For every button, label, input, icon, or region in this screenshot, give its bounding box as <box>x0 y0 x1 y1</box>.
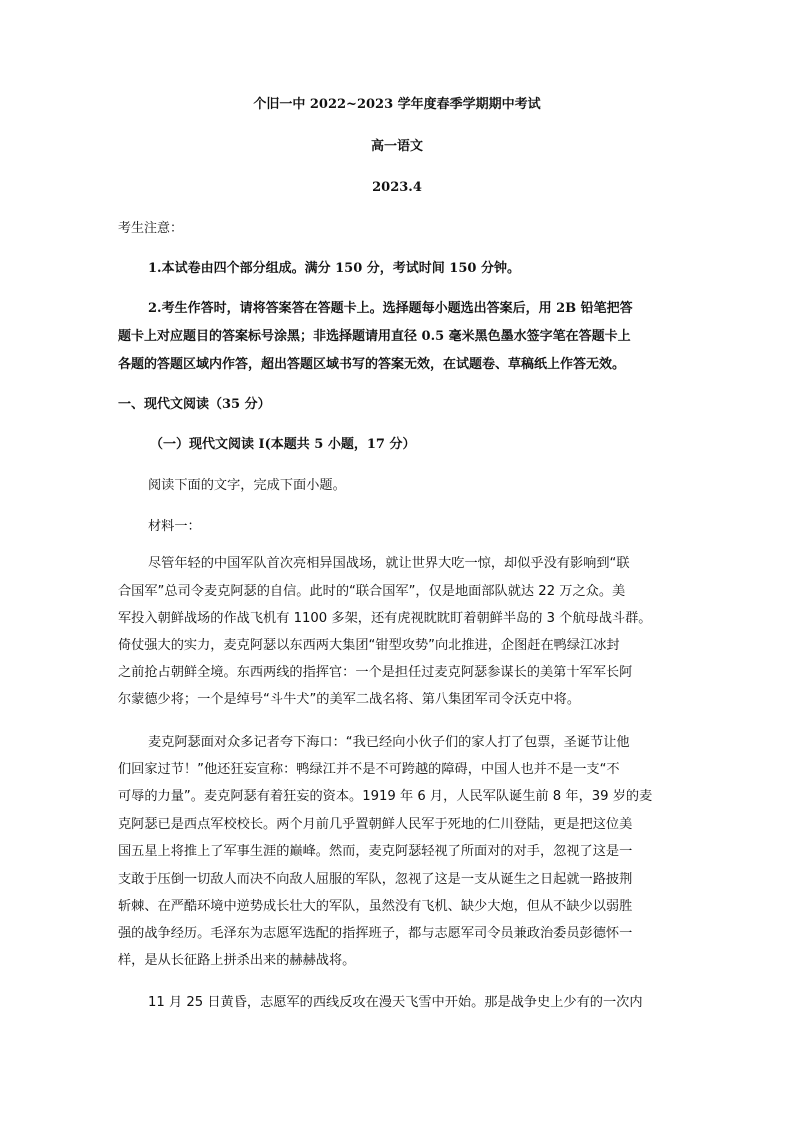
passage-p2-line-8: 强的战争经历。毛泽东为志愿军选配的指挥班子，都与志愿军司令员兼政治委员彭德怀一 <box>118 926 633 941</box>
notice-item-1: 1.本试卷由四个部分组成。满分 150 分，考试时间 150 分钟。 <box>148 261 520 276</box>
passage-p3-line-1: 11 月 25 日黄昏，志愿军的西线反攻在漫天飞雪中开始。那是战争史上少有的一次内 <box>148 995 643 1010</box>
passage-p2-line-6: 支敢于压倒一切敌人而决不向敌人屈服的军队，忽视了这是一支从诞生之日起就一路披荆 <box>118 872 633 887</box>
passage-p2-line-3: 可辱的力量”。麦克阿瑟有着狂妄的资本。1919 年 6 月，人民军队诞生前 8 年，39 岁的麦 <box>118 789 653 804</box>
passage-p1-line-5: 之前抢占朝鲜全境。东西两线的指挥官：一个是担任过麦克阿瑟参谋长的美第十军军长阿 <box>118 665 633 680</box>
passage-p1-line-6: 尔蒙德少将；一个是绰号“斗牛犬”的美军二战名将、第八集团军司令沃克中将。 <box>118 692 581 707</box>
passage-p1-line-1: 尽管年轻的中国军队首次亮相异国战场，就让世界大吃一惊，却似乎没有影响到“联 <box>148 556 630 571</box>
passage-p1-line-2: 合国军”总司令麦克阿瑟的自信。此时的“联合国军”，仅是地面部队就达 22 万之众。美 <box>118 584 626 599</box>
exam-title: 个旧一中 2022~2023 学年度春季学期期中考试 <box>253 97 541 112</box>
passage-p2-line-7: 斩棘、在严酷环境中逆势成长壮大的军队，虽然没有飞机、缺少大炮，但从不缺少以弱胜 <box>118 899 633 914</box>
exam-date: 2023.4 <box>372 180 422 195</box>
notice-item-2-line-1: 2.考生作答时，请将答案答在答题卡上。选择题每小题选出答案后，用 2B 铅笔把答 <box>148 301 633 316</box>
passage-p2-line-5: 国五星上将推上了军事生涯的巅峰。然而，麦克阿瑟轻视了所面对的对手，忽视了这是一 <box>118 844 633 859</box>
section-heading: 一、现代文阅读（35 分） <box>118 397 271 412</box>
subsection-heading: （一）现代文阅读 I(本题共 5 小题，17 分） <box>150 437 416 452</box>
exam-subject: 高一语文 <box>370 139 423 154</box>
material-label: 材料一： <box>148 519 201 534</box>
notice-item-2-line-3: 各题的答题区域内作答，超出答题区域书写的答案无效，在试题卷、草稿纸上作答无效。 <box>118 357 626 372</box>
passage-p2-line-9: 样，是从长征路上拼杀出来的赫赫战将。 <box>118 953 356 968</box>
notice-heading: 考生注意： <box>118 221 184 236</box>
passage-p1-line-3: 军投入朝鲜战场的作战飞机有 1100 多架，还有虎视眈眈盯着朝鲜半岛的 3 个航母战斗群。 <box>118 611 652 626</box>
reading-instruction: 阅读下面的文字，完成下面小题。 <box>148 478 346 493</box>
passage-p2-line-1: 麦克阿瑟面对众多记者夸下海口：“我已经向小伙子们的家人打了包票，圣诞节让他 <box>148 735 630 750</box>
passage-p2-line-2: 们回家过节！”他还狂妄宣称：鸭绿江并不是不可跨越的障碍，中国人也并不是一支“不 <box>118 762 620 777</box>
passage-p2-line-4: 克阿瑟已是西点军校校长。两个月前几乎置朝鲜人民军于死地的仁川登陆，更是把这位美 <box>118 817 633 832</box>
passage-p1-line-4: 倚仗强大的实力，麦克阿瑟以东西两大集团“钳型攻势”向北推进，企图赶在鸭绿江冰封 <box>118 638 620 653</box>
notice-item-2-line-2: 题卡上对应题目的答案标号涂黑；非选择题请用直径 0.5 毫米黑色墨水签字笔在答题卡上 <box>118 329 631 344</box>
